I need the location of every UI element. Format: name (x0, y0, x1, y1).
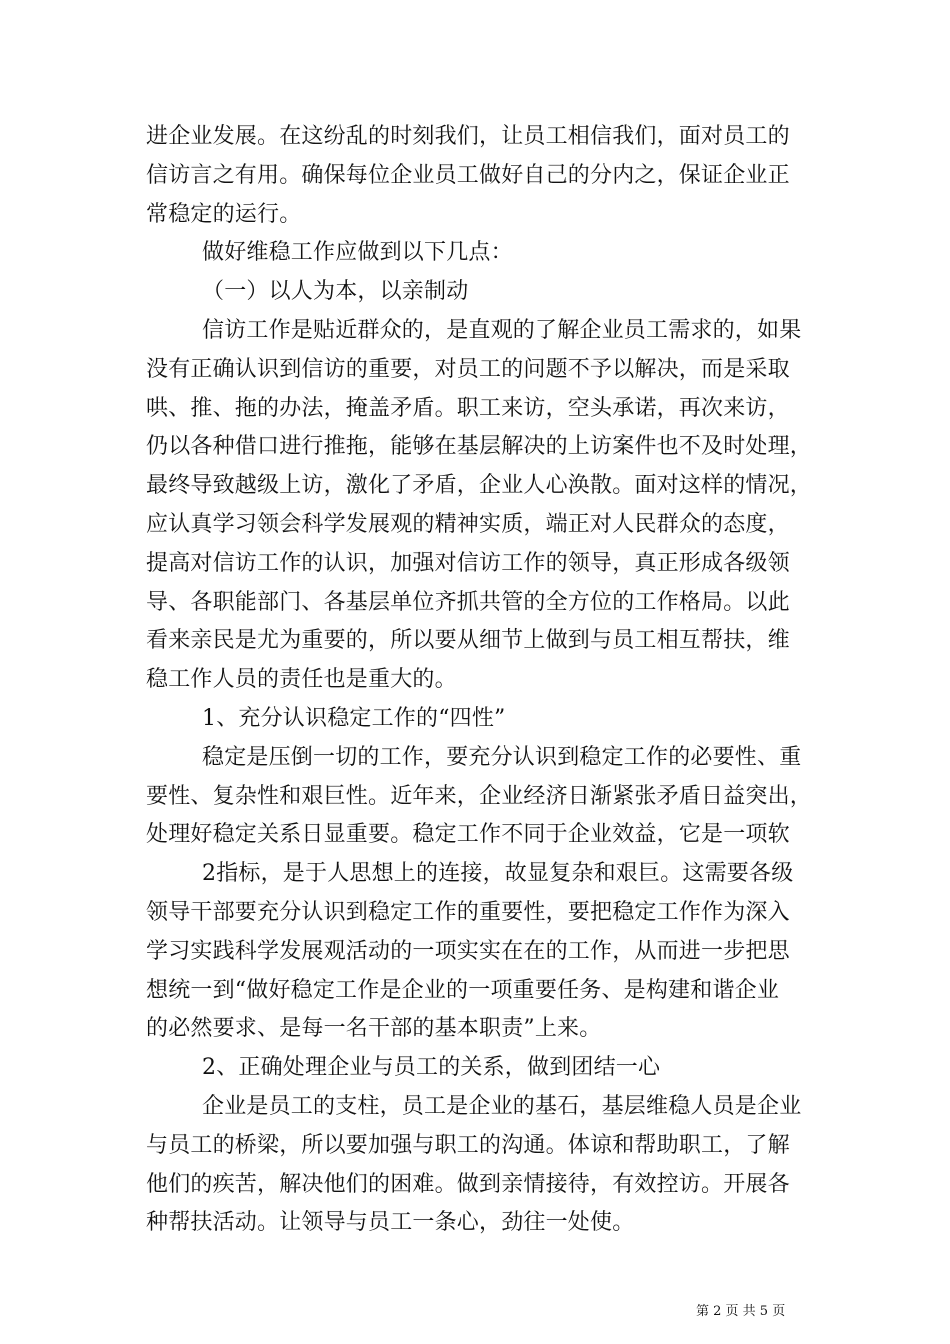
text-line: 2指标，是于人思想上的连接，故显复杂和艰巨。这需要各级 (202, 861, 794, 887)
text-line: 常稳定的运行。 (146, 201, 302, 227)
text-line: 看来亲民是尤为重要的，所以要从细节上做到与员工相互帮扶，维 (146, 628, 790, 654)
text-line: 没有正确认识到信访的重要，对员工的问题不予以解决，而是采取 (146, 356, 790, 382)
text-line: 哄、推、拖的办法，掩盖矛盾。职工来访，空头承诺，再次来访， (146, 395, 790, 421)
text-line: （一）以人为本，以亲制动 (202, 279, 469, 305)
text-line: 提高对信访工作的认识，加强对信访工作的领导，真正形成各级领 (146, 550, 790, 576)
text-line: 的必然要求、是每一名干部的基本职责”上来。 (146, 1016, 602, 1042)
text-line: 领导干部要充分认识到稳定工作的重要性，要把稳定工作作为深入 (146, 899, 790, 925)
page-number: 第 2 页 共 5 页 (696, 1304, 786, 1319)
text-line: 与员工的桥梁，所以要加强与职工的沟通。体谅和帮助职工，了解 (146, 1132, 790, 1158)
text-line: 导、各职能部门、各基层单位齐抓共管的全方位的工作格局。以此 (146, 589, 790, 615)
text-line: 1、充分认识稳定工作的“四性” (202, 705, 506, 731)
text-line: 想统一到“做好稳定工作是企业的一项重要任务、是构建和谐企业 (146, 977, 780, 1003)
text-line: 信访工作是贴近群众的，是直观的了解企业员工需求的，如果 (202, 317, 802, 343)
text-line: 应认真学习领会科学发展观的精神实质，端正对人民群众的态度， (146, 511, 790, 537)
text-line: 学习实践科学发展观活动的一项实实在在的工作，从而进一步把思 (146, 938, 790, 964)
text-line: 仍以各种借口进行推拖，能够在基层解决的上访案件也不及时处理， (146, 434, 813, 460)
text-line: 稳工作人员的责任也是重大的。 (146, 667, 457, 693)
text-line: 种帮扶活动。让领导与员工一条心，劲往一处使。 (146, 1210, 635, 1236)
text-line: 他们的疾苦，解决他们的困难。做到亲情接待，有效控访。开展各 (146, 1171, 790, 1197)
text-line: 要性、复杂性和艰巨性。近年来，企业经济日渐紧张矛盾日益突出， (146, 783, 813, 809)
text-line: 进企业发展。在这纷乱的时刻我们，让员工相信我们，面对员工的 (146, 124, 790, 149)
text-line: 做好维稳工作应做到以下几点： (202, 240, 513, 266)
document-body (146, 118, 813, 1243)
text-line: 最终导致越级上访，激化了矛盾，企业人心涣散。面对这样的情况， (146, 473, 813, 499)
text-line: 处理好稳定关系日显重要。稳定工作不同于企业效益，它是一项软 (146, 822, 790, 848)
text-line: 稳定是压倒一切的工作，要充分认识到稳定工作的必要性、重 (202, 744, 802, 770)
text-line: 2、正确处理企业与员工的关系，做到团结一心 (202, 1055, 661, 1081)
text-line: 信访言之有用。确保每位企业员工做好自己的分内之，保证企业正 (146, 162, 790, 188)
text-line: 企业是员工的支柱，员工是企业的基石，基层维稳人员是企业 (202, 1093, 802, 1119)
